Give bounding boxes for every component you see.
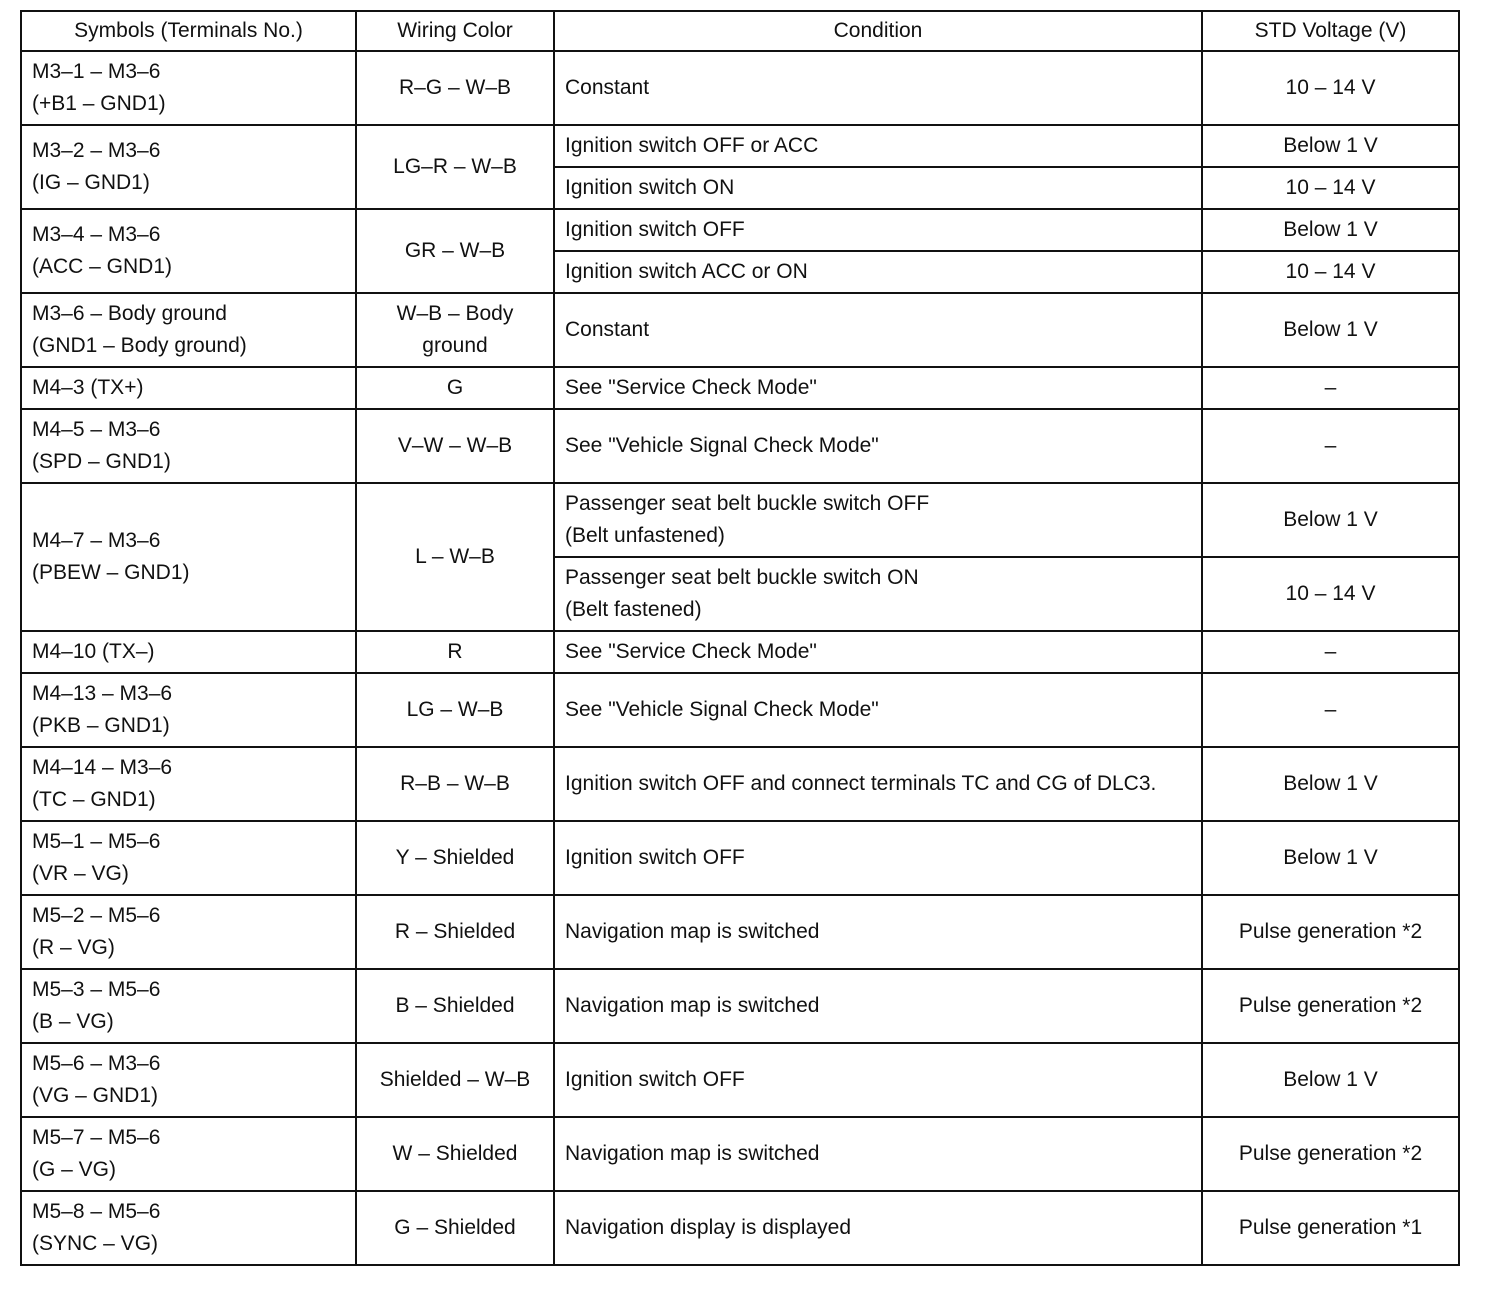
cell-text-line: See "Service Check Mode" [565, 376, 817, 399]
cell-text-line: M5–1 – M5–6 [32, 830, 161, 853]
std-voltage-cell: Pulse generation *2 [1202, 895, 1459, 969]
terminal-symbol-cell [21, 969, 356, 1043]
cell-text-line: Ignition switch OFF [565, 846, 745, 869]
cell-text-line: R–B – W–B [400, 772, 510, 795]
terminal-symbol-cell [21, 631, 356, 673]
header-std-voltage: STD Voltage (V) [1202, 11, 1459, 51]
wiring-color-cell [356, 747, 554, 821]
table-row [21, 895, 1459, 969]
std-voltage-cell: 10 – 14 V [1202, 167, 1459, 209]
cell-text-line: LG–R – W–B [393, 155, 517, 178]
std-voltage-cell: 10 – 14 V [1202, 51, 1459, 125]
condition-cell [554, 895, 1202, 969]
std-voltage-cell: Below 1 V [1202, 483, 1459, 557]
cell-text-line: Navigation map is switched [565, 994, 820, 1017]
cell-text-line: (IG – GND1) [32, 171, 150, 194]
table-row [21, 1043, 1459, 1117]
table-row [21, 747, 1459, 821]
condition-cell [554, 125, 1202, 167]
condition-cell [554, 51, 1202, 125]
cell-text-line: Ignition switch OFF and connect terminals TC and CG of DLC3. [565, 772, 1157, 795]
table-body [21, 51, 1459, 1265]
header-row [21, 11, 1459, 51]
cell-text-line: See "Service Check Mode" [565, 640, 817, 663]
cell-text-line: Navigation display is displayed [565, 1216, 851, 1239]
terminal-symbol-cell [21, 483, 356, 631]
cell-text-line: M4–3 (TX+) [32, 376, 144, 399]
condition-cell [554, 821, 1202, 895]
terminal-symbol-cell [21, 1117, 356, 1191]
cell-text-line: G – Shielded [394, 1216, 516, 1239]
cell-text-line: Ignition switch OFF [565, 218, 745, 241]
table-row [21, 51, 1459, 125]
table-row [21, 367, 1459, 409]
cell-text-line: Ignition switch ACC or ON [565, 260, 808, 283]
cell-text-line: Ignition switch OFF or ACC [565, 134, 819, 157]
terminal-symbol-cell [21, 209, 356, 293]
cell-text-line: (VG – GND1) [32, 1084, 159, 1107]
cell-text-line: See "Vehicle Signal Check Mode" [565, 434, 879, 457]
cell-text-line: Passenger seat belt buckle switch OFF [565, 492, 930, 515]
cell-text-line: G [446, 376, 464, 399]
std-voltage-cell: Below 1 V [1202, 747, 1459, 821]
header-wiring-color: Wiring Color [356, 11, 554, 51]
terminal-symbol-cell [21, 125, 356, 209]
cell-text-line: LG – W–B [406, 698, 504, 721]
condition-cell [554, 367, 1202, 409]
table-row [21, 209, 1459, 251]
table-row [21, 1191, 1459, 1265]
cell-text-line: GR – W–B [404, 239, 506, 262]
cell-text-line: Passenger seat belt buckle switch ON [565, 566, 919, 589]
terminal-symbol-cell [21, 895, 356, 969]
wiring-color-cell [356, 409, 554, 483]
wiring-color-cell [356, 209, 554, 293]
std-voltage-cell: Below 1 V [1202, 1043, 1459, 1117]
terminal-voltage-table [20, 10, 1460, 1266]
condition-cell [554, 209, 1202, 251]
terminal-symbol-cell [21, 673, 356, 747]
std-voltage-cell: Below 1 V [1202, 125, 1459, 167]
table-row [21, 969, 1459, 1043]
cell-text-line: M3–4 – M3–6 [32, 223, 161, 246]
cell-text-line: W – Shielded [392, 1142, 518, 1165]
wiring-color-cell [356, 1043, 554, 1117]
table-row [21, 631, 1459, 673]
terminal-symbol-cell [21, 821, 356, 895]
table-row [21, 125, 1459, 167]
cell-text-line: (Belt unfastened) [565, 524, 725, 547]
cell-text-line: Ignition switch ON [565, 176, 735, 199]
table-row [21, 1117, 1459, 1191]
terminal-symbol-cell [21, 1043, 356, 1117]
cell-text-line: M4–13 – M3–6 [32, 682, 173, 705]
condition-cell [554, 747, 1202, 821]
cell-text-line: Navigation map is switched [565, 1142, 820, 1165]
wiring-color-cell [356, 367, 554, 409]
cell-text-line: M4–7 – M3–6 [32, 529, 161, 552]
header-condition: Condition [554, 11, 1202, 51]
cell-text-line: (VR – VG) [32, 862, 129, 885]
table-row [21, 293, 1459, 367]
cell-text-line: B – Shielded [395, 994, 515, 1017]
terminal-symbol-cell [21, 293, 356, 367]
cell-text-line: (Belt fastened) [565, 598, 702, 621]
table-row [21, 483, 1459, 557]
wiring-color-cell [356, 125, 554, 209]
std-voltage-cell: Below 1 V [1202, 209, 1459, 251]
wiring-color-cell [356, 1191, 554, 1265]
wiring-color-cell [356, 1117, 554, 1191]
std-voltage-cell: Pulse generation *2 [1202, 1117, 1459, 1191]
cell-text-line: M5–3 – M5–6 [32, 978, 161, 1001]
cell-text-line: M5–2 – M5–6 [32, 904, 161, 927]
std-voltage-cell: Below 1 V [1202, 821, 1459, 895]
cell-text-line: M4–5 – M3–6 [32, 418, 161, 441]
wiring-color-cell [356, 631, 554, 673]
cell-text-line: M3–6 – Body ground [32, 302, 227, 325]
cell-text-line: (GND1 – Body ground) [32, 334, 247, 357]
std-voltage-cell: Pulse generation *2 [1202, 969, 1459, 1043]
cell-text-line: M5–7 – M5–6 [32, 1126, 161, 1149]
cell-text-line: R–G – W–B [398, 76, 512, 99]
cell-text-line: Navigation map is switched [565, 920, 820, 943]
cell-text-line: (TC – GND1) [32, 788, 156, 811]
cell-text-line: Constant [565, 318, 650, 341]
terminal-symbol-cell [21, 747, 356, 821]
cell-text-line: R [447, 640, 463, 663]
cell-text-line: V–W – W–B [397, 434, 513, 457]
cell-text-line: (G – VG) [32, 1158, 117, 1181]
condition-cell [554, 409, 1202, 483]
std-voltage-cell: 10 – 14 V [1202, 557, 1459, 631]
condition-cell [554, 969, 1202, 1043]
condition-cell [554, 483, 1202, 557]
cell-text-line: L – W–B [415, 545, 495, 568]
wiring-color-cell [356, 821, 554, 895]
table-row [21, 409, 1459, 483]
std-voltage-cell: – [1202, 409, 1459, 483]
cell-text-line: (ACC – GND1) [32, 255, 173, 278]
condition-cell [554, 673, 1202, 747]
wiring-color-cell [356, 895, 554, 969]
table-row [21, 821, 1459, 895]
condition-cell [554, 631, 1202, 673]
cell-text-line: (B – VG) [32, 1010, 114, 1033]
condition-cell [554, 1191, 1202, 1265]
cell-text-line: Constant [565, 76, 650, 99]
cell-text-line: Shielded – W–B [379, 1068, 531, 1091]
std-voltage-cell: – [1202, 367, 1459, 409]
terminal-symbol-cell [21, 51, 356, 125]
std-voltage-cell: – [1202, 631, 1459, 673]
wiring-color-cell [356, 969, 554, 1043]
cell-text-line: See "Vehicle Signal Check Mode" [565, 698, 879, 721]
cell-text-line: R – Shielded [394, 920, 516, 943]
cell-text-line: (SYNC – VG) [32, 1232, 159, 1255]
cell-text-line: M5–8 – M5–6 [32, 1200, 161, 1223]
header-symbols: Symbols (Terminals No.) [21, 11, 356, 51]
condition-cell [554, 251, 1202, 293]
cell-text-line: M4–10 (TX–) [32, 640, 155, 663]
condition-cell [554, 1117, 1202, 1191]
wiring-color-cell [356, 293, 554, 367]
cell-text-line: (PKB – GND1) [32, 714, 170, 737]
cell-text-line: M3–2 – M3–6 [32, 139, 161, 162]
cell-text-line: M4–14 – M3–6 [32, 756, 173, 779]
condition-cell [554, 167, 1202, 209]
cell-text-line: M3–1 – M3–6 [32, 60, 161, 83]
std-voltage-cell: Below 1 V [1202, 293, 1459, 367]
std-voltage-cell: 10 – 14 V [1202, 251, 1459, 293]
std-voltage-cell: – [1202, 673, 1459, 747]
cell-text-line: (SPD – GND1) [32, 450, 171, 473]
cell-text-line: (R – VG) [32, 936, 115, 959]
cell-text-line: M5–6 – M3–6 [32, 1052, 161, 1075]
cell-text-line: (PBEW – GND1) [32, 561, 190, 584]
terminal-symbol-cell [21, 409, 356, 483]
condition-cell [554, 557, 1202, 631]
wiring-color-cell [356, 673, 554, 747]
std-voltage-cell: Pulse generation *1 [1202, 1191, 1459, 1265]
terminal-symbol-cell [21, 1191, 356, 1265]
terminal-symbol-cell [21, 367, 356, 409]
cell-text-line: Y – Shielded [395, 846, 515, 869]
cell-text-line: W–B – Body [396, 302, 514, 325]
cell-text-line: ground [422, 334, 488, 357]
table-row [21, 673, 1459, 747]
cell-text-line: (+B1 – GND1) [32, 92, 166, 115]
cell-text-line: Ignition switch OFF [565, 1068, 745, 1091]
condition-cell [554, 293, 1202, 367]
wiring-color-cell [356, 483, 554, 631]
wiring-color-cell [356, 51, 554, 125]
condition-cell [554, 1043, 1202, 1117]
